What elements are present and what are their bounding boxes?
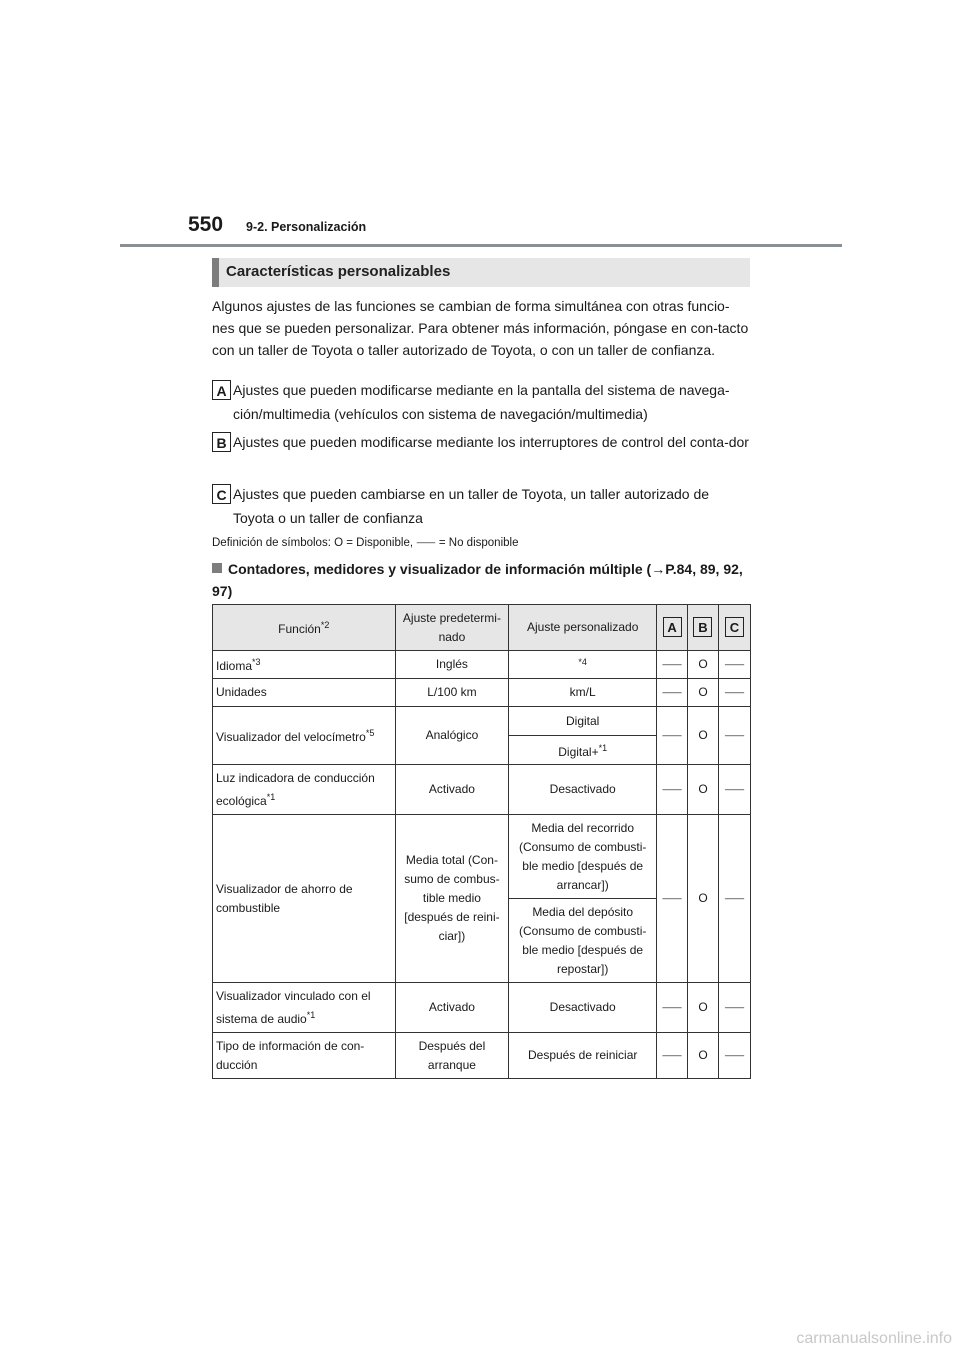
option-a	[212, 378, 752, 426]
option-b	[212, 430, 752, 454]
cell-function: Luz indicadora de conducción ecológica$^{*1}$	[213, 765, 396, 815]
cell-default: Activado	[395, 765, 509, 815]
table-row	[213, 983, 751, 1033]
cell-a: ⸺	[657, 679, 688, 707]
square-bullet-icon	[212, 563, 222, 573]
cell-default: Después del arranque	[395, 1033, 509, 1079]
cell-c: ⸺	[718, 679, 750, 707]
header-c: C	[718, 605, 750, 651]
option-b-text: Ajustes que pueden modificarse mediante los interruptores de control del conta-dor	[233, 434, 749, 450]
header-default: Ajuste predetermi-nado	[395, 605, 509, 651]
table-row	[213, 707, 751, 736]
settings-table	[212, 604, 751, 1079]
header-a: A	[657, 605, 688, 651]
cell-function: Idioma$^{*3}$	[213, 651, 396, 679]
cell-b: O	[688, 815, 719, 983]
cell-default: Activado	[395, 983, 509, 1033]
cell-function: Visualizador de ahorro de combustible	[213, 815, 396, 983]
header-rule	[120, 244, 842, 247]
cell-c: ⸺	[718, 983, 750, 1033]
heading-accent	[212, 258, 219, 287]
cell-c: ⸺	[718, 815, 750, 983]
cell-function: Visualizador del velocímetro$^{*5}$	[213, 707, 396, 765]
cell-custom-2: Digital+$^{*1}$	[509, 736, 657, 765]
cell-a: ⸺	[657, 765, 688, 815]
cell-b: O	[688, 983, 719, 1033]
table-row	[213, 1033, 751, 1079]
header-custom: Ajuste personalizado	[509, 605, 657, 651]
section-title: 9-2. Personalización	[246, 220, 367, 234]
option-c	[212, 482, 752, 530]
cell-custom: km/L	[509, 679, 657, 707]
option-a-text: Ajustes que pueden modificarse mediante en la pantalla del sistema de navega-ción/multimedia (vehículos con sistema de navegación/multimedia)	[233, 382, 730, 422]
cell-custom: Digital	[509, 707, 657, 736]
cell-custom-2: Media del depósito (Consumo de combusti-ble medio [después de repostar])	[509, 899, 657, 983]
cell-a: ⸺	[657, 651, 688, 679]
watermark: carmanualsonline.info	[796, 1330, 952, 1347]
cell-a: ⸺	[657, 707, 688, 765]
cell-function: Unidades	[213, 679, 396, 707]
cell-b: O	[688, 765, 719, 815]
cell-default: Media total (Con-sumo de combus-tible medio [después de reini-ciar])	[395, 815, 509, 983]
subheading	[212, 558, 752, 602]
cell-custom: Después de reiniciar	[509, 1033, 657, 1079]
header-function: Función$^{*2}$	[213, 605, 396, 651]
cell-b: O	[688, 1033, 719, 1079]
cell-a: ⸺	[657, 815, 688, 983]
cell-custom: Desactivado	[509, 983, 657, 1033]
badge-c: C	[212, 484, 231, 504]
cell-function: Visualizador vinculado con el sistema de audio$^{*1}$	[213, 983, 396, 1033]
intro-paragraph: Algunos ajustes de las funciones se cambian de forma simultánea con otras funcio-nes que se pueden personalizar. Para obtener más información, póngase en con-tacto con un taller de Toyota o taller autorizado de Toyota, o con un taller de confianza.	[212, 298, 749, 358]
cell-c: ⸺	[718, 765, 750, 815]
cell-custom: Media del recorrido (Consumo de combusti-ble medio [después de arrancar])	[509, 815, 657, 899]
cell-b: O	[688, 651, 719, 679]
cell-c: ⸺	[718, 707, 750, 765]
cell-a: ⸺	[657, 1033, 688, 1079]
cell-default: Inglés	[395, 651, 509, 679]
cell-custom: *4	[509, 651, 657, 679]
subheading-text: Contadores, medidores y visualizador de información múltiple (→P.84, 89, 92, 97)	[212, 561, 743, 599]
table-header-row	[213, 605, 751, 651]
heading-bar	[212, 258, 750, 287]
heading-title: Características personalizables	[226, 263, 451, 280]
cell-c: ⸺	[718, 1033, 750, 1079]
header-b: B	[688, 605, 719, 651]
cell-b: O	[688, 679, 719, 707]
cell-default: Analógico	[395, 707, 509, 765]
table-row	[213, 815, 751, 899]
table-row	[213, 765, 751, 815]
cell-function: Tipo de información de con-ducción	[213, 1033, 396, 1079]
cell-b: O	[688, 707, 719, 765]
cell-a: ⸺	[657, 983, 688, 1033]
badge-b: B	[212, 432, 231, 452]
table-row	[213, 679, 751, 707]
symbols-definition: Definición de símbolos: O = Disponible, ⸺ = No disponible	[212, 537, 519, 549]
page-number: 550	[188, 213, 224, 236]
table-row	[213, 651, 751, 679]
option-c-text: Ajustes que pueden cambiarse en un taller de Toyota, un taller autorizado de Toyota o un taller de confianza	[233, 486, 710, 526]
cell-custom: Desactivado	[509, 765, 657, 815]
cell-default: L/100 km	[395, 679, 509, 707]
badge-a: A	[212, 380, 231, 400]
cell-c: ⸺	[718, 651, 750, 679]
